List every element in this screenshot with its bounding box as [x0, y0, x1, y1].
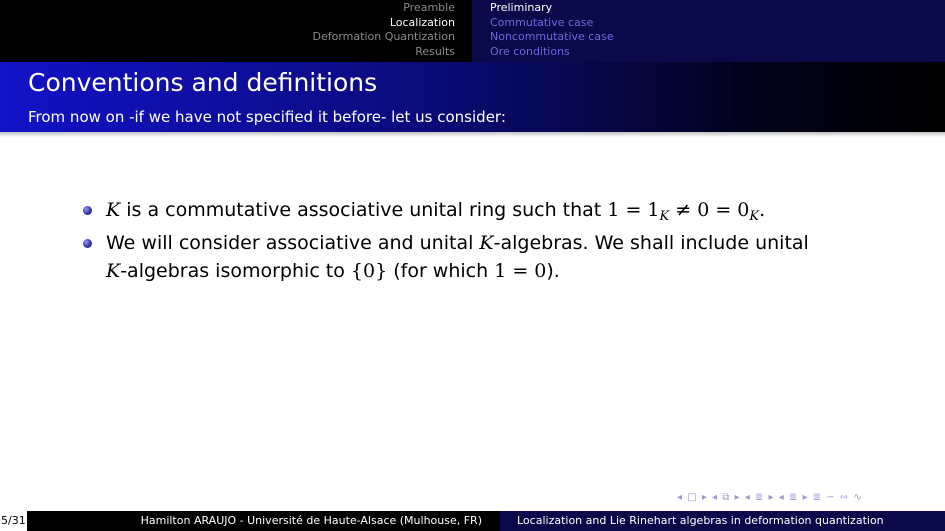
bullet-item-algebras: [80, 229, 840, 285]
bullet-item-ring: [80, 196, 840, 224]
math-var: K: [106, 260, 121, 282]
text: -algebras. We shall include unital: [493, 232, 809, 254]
beamer-navigation-icons[interactable]: ◂ □ ▸ ◂ ⧉ ▸ ◂ ≣ ▸ ◂ ≣ ▸ ≣ ∽ ∾ ∿: [677, 492, 863, 503]
page-number-box: [0, 511, 27, 531]
bullet-icon: [83, 206, 92, 215]
footer-author: Hamilton ARAUJO - Université de Haute-Alsace (Mulhouse, FR): [140, 514, 482, 527]
math-expression: {0}: [350, 260, 388, 282]
text: (for which: [387, 260, 495, 282]
page-number: 5/31: [1, 514, 26, 527]
section-navigation: [0, 0, 472, 62]
math-punct: .: [759, 199, 766, 221]
text: ).: [546, 260, 560, 282]
nav-subsection-ore-conditions[interactable]: Ore conditions: [490, 45, 570, 58]
math-subscript: K: [749, 209, 760, 224]
nav-subsection-commutative-case[interactable]: Commutative case: [490, 16, 594, 29]
footer: [0, 511, 945, 531]
frame-subtitle: From now on -if we have not specified it before- let us consider:: [28, 108, 506, 126]
nav-section-preamble[interactable]: Preamble: [403, 1, 455, 14]
nav-subsection-preliminary[interactable]: Preliminary: [490, 1, 553, 14]
nav-section-deformation-quantization[interactable]: Deformation Quantization: [312, 30, 455, 43]
text: -algebras isomorphic to: [120, 260, 351, 282]
math-expression: 1 = 0: [494, 260, 547, 282]
subsection-navigation: [472, 0, 945, 62]
slide-content: [80, 196, 840, 290]
text: is a commutative associative unital ring such that: [120, 199, 608, 221]
nav-section-results[interactable]: Results: [415, 45, 455, 58]
text: We will consider associative and unital: [106, 232, 480, 254]
footer-talk-title: Localization and Lie Rinehart algebras in deformation quantization: [517, 514, 884, 527]
footer-author-box: [27, 511, 500, 531]
frame-title-bar: [0, 62, 945, 132]
frame-title: Conventions and definitions: [28, 68, 378, 97]
nav-section-localization[interactable]: Localization: [389, 16, 455, 29]
nav-subsection-noncommutative-case[interactable]: Noncommutative case: [490, 30, 614, 43]
title-shadow: [0, 132, 945, 137]
math-var: K: [106, 199, 121, 221]
bullet-icon: [83, 239, 92, 248]
footer-title-box: [500, 511, 945, 531]
math-var: K: [479, 232, 494, 254]
math-subscript: K: [659, 209, 670, 224]
math-expression: ≠ 0 = 0: [669, 199, 750, 221]
math-expression: 1 = 1: [607, 199, 660, 221]
header-navigation: [0, 0, 945, 62]
